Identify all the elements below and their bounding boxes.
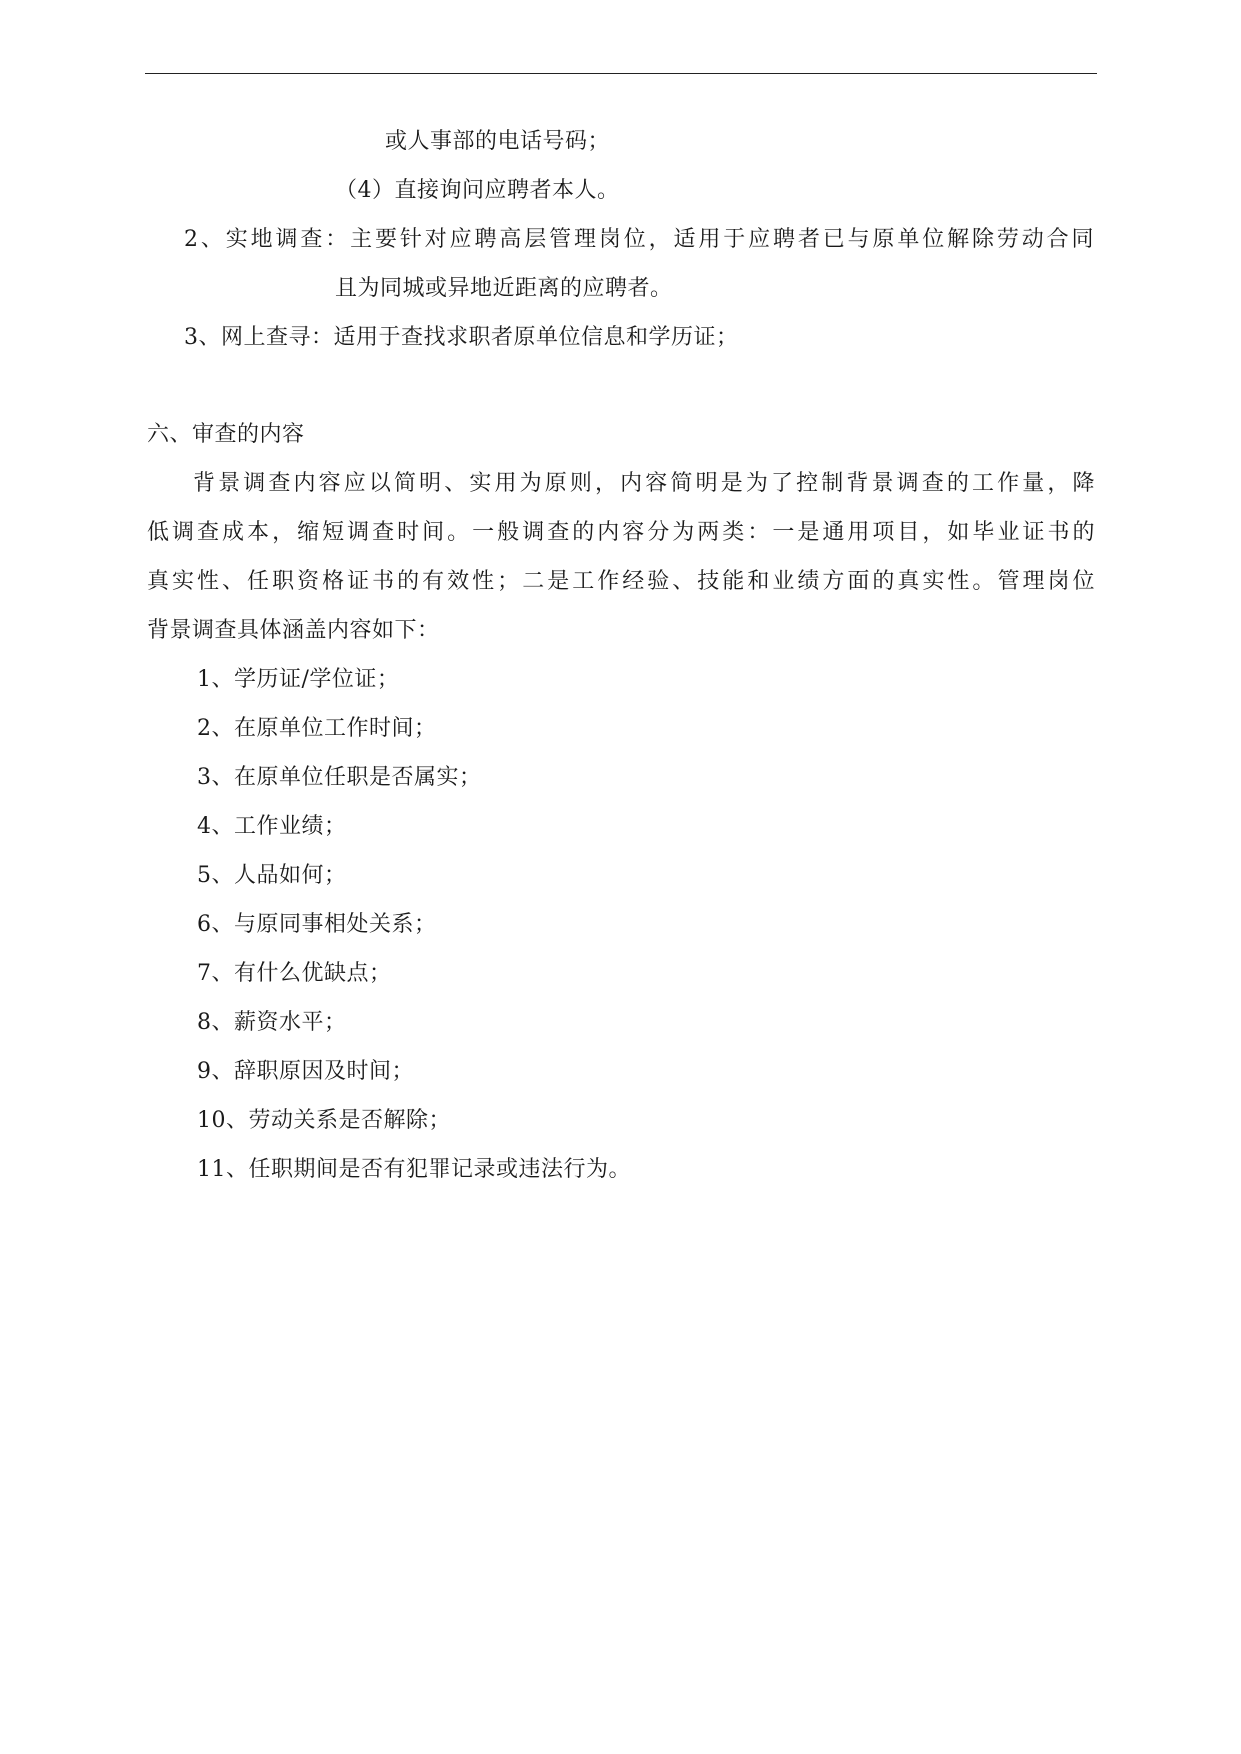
text-line-online-search: 3、网上查寻：适用于查找求职者原单位信息和学历证； (184, 325, 739, 350)
list-item: 5、人品如何； (197, 863, 347, 888)
list-item: 9、辞职原因及时间； (197, 1059, 414, 1084)
text-line-field-investigation: 2、实地调查：主要针对应聘高层管理岗位，适用于应聘者已与原单位解除劳动合同 (184, 227, 1094, 252)
list-item: 3、在原单位任职是否属实； (197, 765, 482, 790)
text-line-field-investigation-cont: 且为同城或异地近距离的应聘者。 (335, 276, 673, 301)
list-item: 11、任职期间是否有犯罪记录或违法行为。 (197, 1157, 631, 1182)
text-line-phone: 或人事部的电话号码； (385, 129, 611, 154)
list-item: 2、在原单位工作时间； (197, 716, 437, 741)
text-line-ask-candidate: （4）直接询问应聘者本人。 (335, 178, 620, 203)
list-item: 6、与原同事相处关系； (197, 912, 437, 937)
paragraph-line-2: 低调查成本，缩短调查时间。一般调查的内容分为两类：一是通用项目，如毕业证书的 (147, 520, 1095, 545)
header-rule (145, 73, 1097, 74)
list-item: 4、工作业绩； (197, 814, 347, 839)
paragraph-line-1: 背景调查内容应以简明、实用为原则，内容简明是为了控制背景调查的工作量，降 (193, 471, 1095, 496)
list-item: 8、薪资水平； (197, 1010, 347, 1035)
list-item: 10、劳动关系是否解除； (197, 1108, 451, 1133)
paragraph-line-3: 真实性、任职资格证书的有效性；二是工作经验、技能和业绩方面的真实性。管理岗位 (147, 569, 1095, 594)
list-item: 1、学历证/学位证； (197, 667, 400, 692)
list-item: 7、有什么优缺点； (197, 961, 392, 986)
section-heading: 六、审查的内容 (147, 422, 305, 447)
paragraph-line-4: 背景调查具体涵盖内容如下： (147, 618, 440, 643)
